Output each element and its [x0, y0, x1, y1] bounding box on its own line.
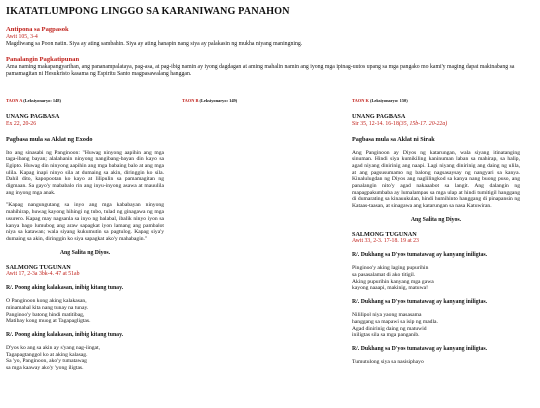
salita-ng-diyos: Ang Salita ng Diyos. [410, 216, 462, 223]
salmong-tugunan-heading: SALMONG TUGUNAN [352, 230, 417, 238]
antipona-text: Magdiwang sa Poon natin. Siya ay ating sambahin. Siya ay ating hanapin nang siya ay palakasin ng mukha niyang maningning. [6, 41, 303, 47]
unang-pagbasa-heading: UNANG PAGBASA [6, 113, 60, 120]
reading-paragraph: "Kapag nangungutang sa inyo ang mga kababayan ninyong mahihirap, huwag kayong hihingi ng tubo, tulad ng ginagawa ng mga usurero. Kapag may nagsanla sa inyo ng balabal, ibalik ninyo iyon sa kanya bago lumubog ang araw sapagkat iyon lamang ang pambalot niya sa katawan; wala siyang kukumutin sa pagtulog. Kapag siya'y dumaing sa akin, diringgin ko siya sapagkat ako'y mahabagin." [6, 202, 164, 242]
document-page [6, 6, 536, 78]
panalangin-text: Ama naming makapangyarihan, ang pananampalataya, pag-asa, at pag-ibig namin ay iyong dagdagan at aming mahalin namin ang iyong mga ipinag-uutos upang sa mga pangako mo kami'y maging dapat makinabang sa pamamagitan ni Hesukristo kasama ng Espiritu Santo magpasawalang hanggan. [6, 64, 515, 78]
taon-a-label: TAON A (Leksiyonaryo: 148) [6, 98, 61, 103]
panalangin-heading: Panalangin Pagkatipunan [6, 56, 80, 64]
psalm-verse: O Panginoon kong aking kalakasan, minamahal kita nang tunay na tunay. Panginoo'y batong hindi matitibag, Matibay kong muog at Tagapagligtas. [6, 298, 91, 325]
salmo-cite: Awit 33, 2-3. 17-18. 19 at 23 [352, 238, 419, 245]
column-taon-k [352, 98, 520, 366]
psalm-verse: Nililipol niya yaong masasama hanggang sa mapawi sa isip ng madla. Agad dinirinig daing ng matuwid iniligtas sila sa mga panganib. [352, 312, 438, 339]
unang-pagbasa-heading: UNANG PAGBASA [352, 113, 406, 120]
unang-pagbasa-cite: Sir 35, 12-14. 16-18(35, 15b-17. 20-22a) [352, 120, 448, 127]
pagbasa-title: Pagbasa mula sa Aklat ni Sirak [352, 135, 435, 143]
column-taon-b [182, 98, 336, 104]
salita-ng-diyos: Ang Salita ng Diyos. [59, 249, 111, 256]
psalm-verse: Pinginoo'y aking laging pupurihin sa pasasalamat di ako titigil. Aking pupurihin kanyang mga gawa kayong naaapi, makinig, matuwa! [352, 265, 434, 292]
panalangin-section [6, 56, 536, 78]
unang-pagbasa-cite: Ex 22, 20-26 [6, 120, 37, 127]
salmong-tugunan-heading: SALMONG TUGUNAN [6, 263, 71, 271]
antipona-section [6, 26, 536, 48]
readings-columns [6, 98, 536, 408]
taon-k-label: TAON K (Leksiyonaryo: 150) [352, 98, 408, 103]
response-line: R/. Poong aking kalakasan, inibig kitang tunay. [6, 331, 124, 338]
response-line: R/. Poong aking kalakasan, inibig kitang tunay. [6, 285, 124, 292]
response-line: R/. Dukhang sa D'yos tumatawag ay kanyang iniligtas. [352, 299, 488, 306]
antipona-cite: Awit 105, 3-4 [6, 34, 38, 40]
taon-b-label: TAON B (Leksiyonaryo: 149) [182, 98, 238, 103]
reading-paragraph: Ito ang sinasabi ng Panginoon: "Huwag ninyong aapihin ang mga taga-ibang bayan; alalahanin ninyong nangibang-bayan din kayo sa Egipto. Huwag din ninyong aapihin ang mga babaing balo at ang mga ulila. Kapag inapi ninyo sila at dumaing sa akin, diringgin ko sila. Dahil dito, kapopootan ko kayo at lilipulin sa pamamagitan ng digmaan. Sa gayo'y mababalo rin ang inyu-inyong asawa at mauulila ang inyong mga anak. [6, 149, 164, 196]
reading-paragraph: Ang Panginoon ay Diyos ng katarungan, wala siyang itinatanging sinuman. Hindi siya kumikiling kaninuman laban sa mahirap, sa halip, agad niyang dinirinig ang naapi. Lagi niyang dinirinig ang daing ng ulila, at ang pagsusumamo ng balong nagsasaysay ng nangyari sa kanya. Kinalulugdan ng Diyos ang naglilingkod sa kanya nang buong puso, ang panalangin nito'y agad nakaaabot sa langit. Ang dalangin ng mapagpakumbaba ay lumalampas sa mga ulap at hindi tumitigil hanggang di dumarating sa kinauukulan, hindi humihinto hanggang di pinapansin ng Kataas-taasan, at sinagawa ang katarungan sa nasa Katuwiran. [352, 149, 520, 210]
psalm-verse: Tumutulong siya sa nasisiphayo [352, 358, 424, 365]
salmo-cite: Awit 17, 2-3a 3bk-4. 47 at 51ab [6, 271, 80, 278]
column-taon-a [6, 98, 164, 372]
response-line: R/. Dukhang sa D'yos tumatawag ay kanyang iniligtas. [352, 345, 488, 352]
pagbasa-title: Pagbasa mula sa Aklat ng Exodo [6, 135, 93, 143]
response-line: R/. Dukhang sa D'yos tumatawag ay kanyang iniligtas. [352, 252, 488, 259]
psalm-verse: D'yos ko ang sa akin ay s'yang nag-iingat, Tagapagtanggol ko at aking kalasag. Sa 'yo, Panginoon, ako'y tumatawag sa mga kaaway ako'y 'yong iligtas. [6, 344, 100, 372]
antipona-heading: Antipona sa Pagpasok [6, 26, 69, 33]
page-title: IKATATLUMPONG LINGGO SA KARANIWANG PANAHON [6, 6, 290, 17]
